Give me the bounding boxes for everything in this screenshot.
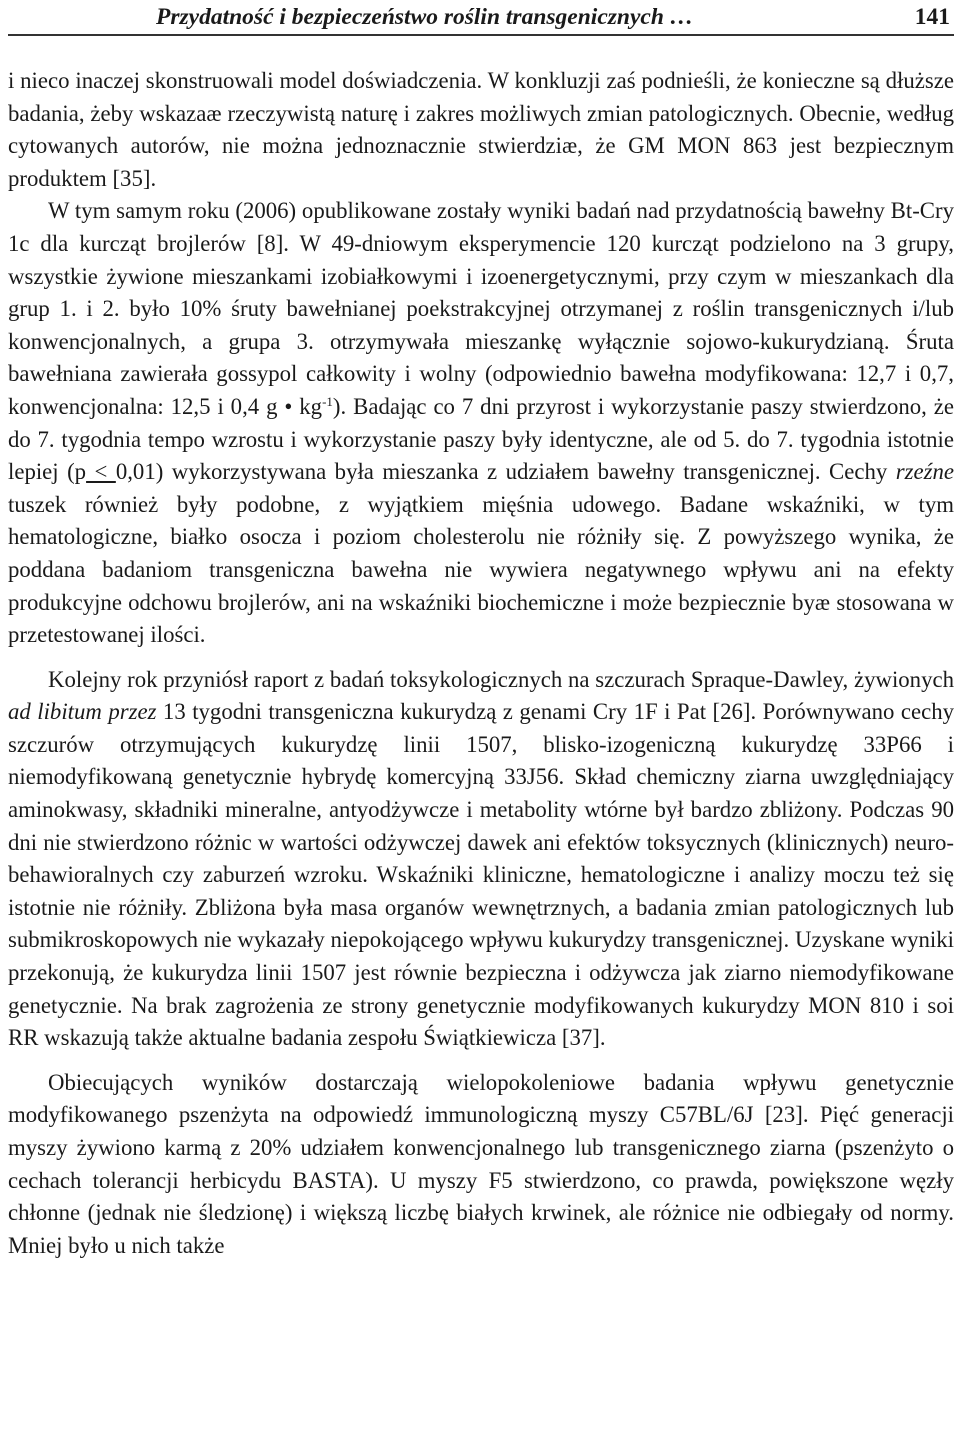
paragraph-continuation bbox=[8, 65, 954, 195]
paragraph-2-part-d: tuszek również były podobne, z wyjątkiem mięśnia udowego. Badane wskaźniki, w tym hematologiczne, białko osocza i poziom cholesterolu nie różniły się. Z powyższego wynika, że poddana badaniom transgeniczna bawełna nie wywiera negatywnego wpływu ani na efekty produkcyjne odchowu brojlerów, ani na wskaźniki biochemiczne i może bezpiecznie byæ stosowana w przetestowanej ilości. bbox=[8, 491, 954, 648]
paragraph-4-text: Obiecujących wyników dostarczają wielopokoleniowe badania wpływu genetycznie modyfikowanego pszenżyta na odpowiedź immunologiczną myszy C57BL/6J [23]. Pięć generacji myszy żywiono karmą z 20% udziałem konwencjonalnego lub transgenicznego ziarna (pszenżyto o cechach tolerancji herbicydu BASTA). U myszy F5 stwierdzono, co prawda, powiększone węzły chłonne (jednak nie śledzionę) i większą liczbę białych krwinek, ale różnice nie odbiegały od normy. Mniej było u nich także bbox=[8, 1069, 954, 1258]
paragraph-mice-study bbox=[8, 1067, 954, 1263]
paragraph-1-text: i nieco inaczej skonstruowali model doświadczenia. W konkluzji zaś podnieśli, że konieczne są dłuższe badania, żeby wskazaæ rzeczywistą naturę i zakres możliwych zmian patologicznych. Obecnie, według cytowanych autorów, nie można jednoznacznie stwierdziæ, że GM MON 863 jest bezpiecznym produktem [35]. bbox=[8, 68, 954, 191]
page-number: 141 bbox=[914, 4, 950, 30]
paragraph-3-part-b: 13 tygodni transgeniczna kukurydzą z genami Cry 1F i Pat [26]. Porównywano cechy szczurów otrzymujących kukurydzę linii 1507, blisko-izogeniczną kukurydzę 33P66 i niemodyfikowaną genetycznie hybrydę komercyjną 33J56. Skład chemiczny ziarna uwzględniający aminokwasy, składniki mineralne, antyodżywcze i metabolity wtórne był bardzo zbliżony. Podczas 90 dni nie stwierdzono różnic w wartości odżywczej dawek ani efektów toksycznych (klinicznych) neuro-behawioralnych czy zaburzeń wzroku. Wskaźniki kliniczne, hematologiczne i analizy moczu też się istotnie nie różniły. Zbliżona była masa organów wewnętrznych, a badania zmian patologicznych lub submikroskopowych nie wykazały niepokojącego wpływu kukurydzy transgenicznej. Uzyskane wyniki przekonują, że kukurydza linii 1507 jest równie bezpieczna i odżywcza jak ziarno niemodyfikowane genetycznie. Na brak zagrożenia ze strony genetycznie modyfikowanych kukurydzy MON 810 i soi RR wskazują także aktualne badania zespołu Świątkiewicza [37]. bbox=[8, 699, 954, 1051]
paragraph-2-part-b: ). Badając co 7 dni przyrost i wykorzystanie paszy stwierdzono, że do 7. tygodnia tempo wzrostu i wykorzystanie paszy były identyczne, ale od 5. do 7. tygodnia istotnie lepiej (p bbox=[8, 393, 954, 485]
paragraph-3-part-a: Kolejny rok przyniósł raport z badań toksykologicznych na szczurach Spraque-Dawley, żywionych bbox=[48, 666, 954, 692]
italic-phrase: ad libitum przez bbox=[8, 699, 157, 725]
running-header bbox=[8, 0, 954, 36]
body-text bbox=[8, 65, 954, 1262]
superscript-exponent: -1 bbox=[322, 393, 333, 409]
paragraph-2-part-c: 0,01) wykorzystywana była mieszanka z udziałem bawełny transgenicznej. Cechy bbox=[115, 459, 896, 485]
paragraph-rat-study bbox=[8, 664, 954, 1055]
less-or-equal-sign: < bbox=[86, 459, 116, 485]
paragraph-2-part-a: W tym samym roku (2006) opublikowane zostały wyniki badań nad przydatnością bawełny Bt-Cry 1c dla kurcząt brojlerów [8]. W 49-dniowym eksperymencie 120 kurcząt podzielono na 3 grupy, wszystkie żywione mieszankami izobiałkowymi i izoenergetycznymi, przy czym w mieszankach dla grup 1. i 2. było 10% śruty bawełnianej poekstrakcyjnej otrzymanej z roślin transgenicznych i/lub konwencjonalnych, a grupa 3. otrzymywała mieszankę wyłącznie sojowo-kukurydzianą. Śruta bawełniana zawierała gossypol całkowity i wolny (odpowiednio bawełna modyfikowana: 12,7 i 0,7, konwencjonalna: 12,5 i 0,4 g • kg bbox=[8, 198, 954, 419]
running-title: Przydatność i bezpieczeństwo roślin transgenicznych … bbox=[156, 4, 694, 30]
paragraph-cotton-broilers bbox=[8, 195, 954, 651]
italic-term: rzeźne bbox=[895, 459, 954, 485]
